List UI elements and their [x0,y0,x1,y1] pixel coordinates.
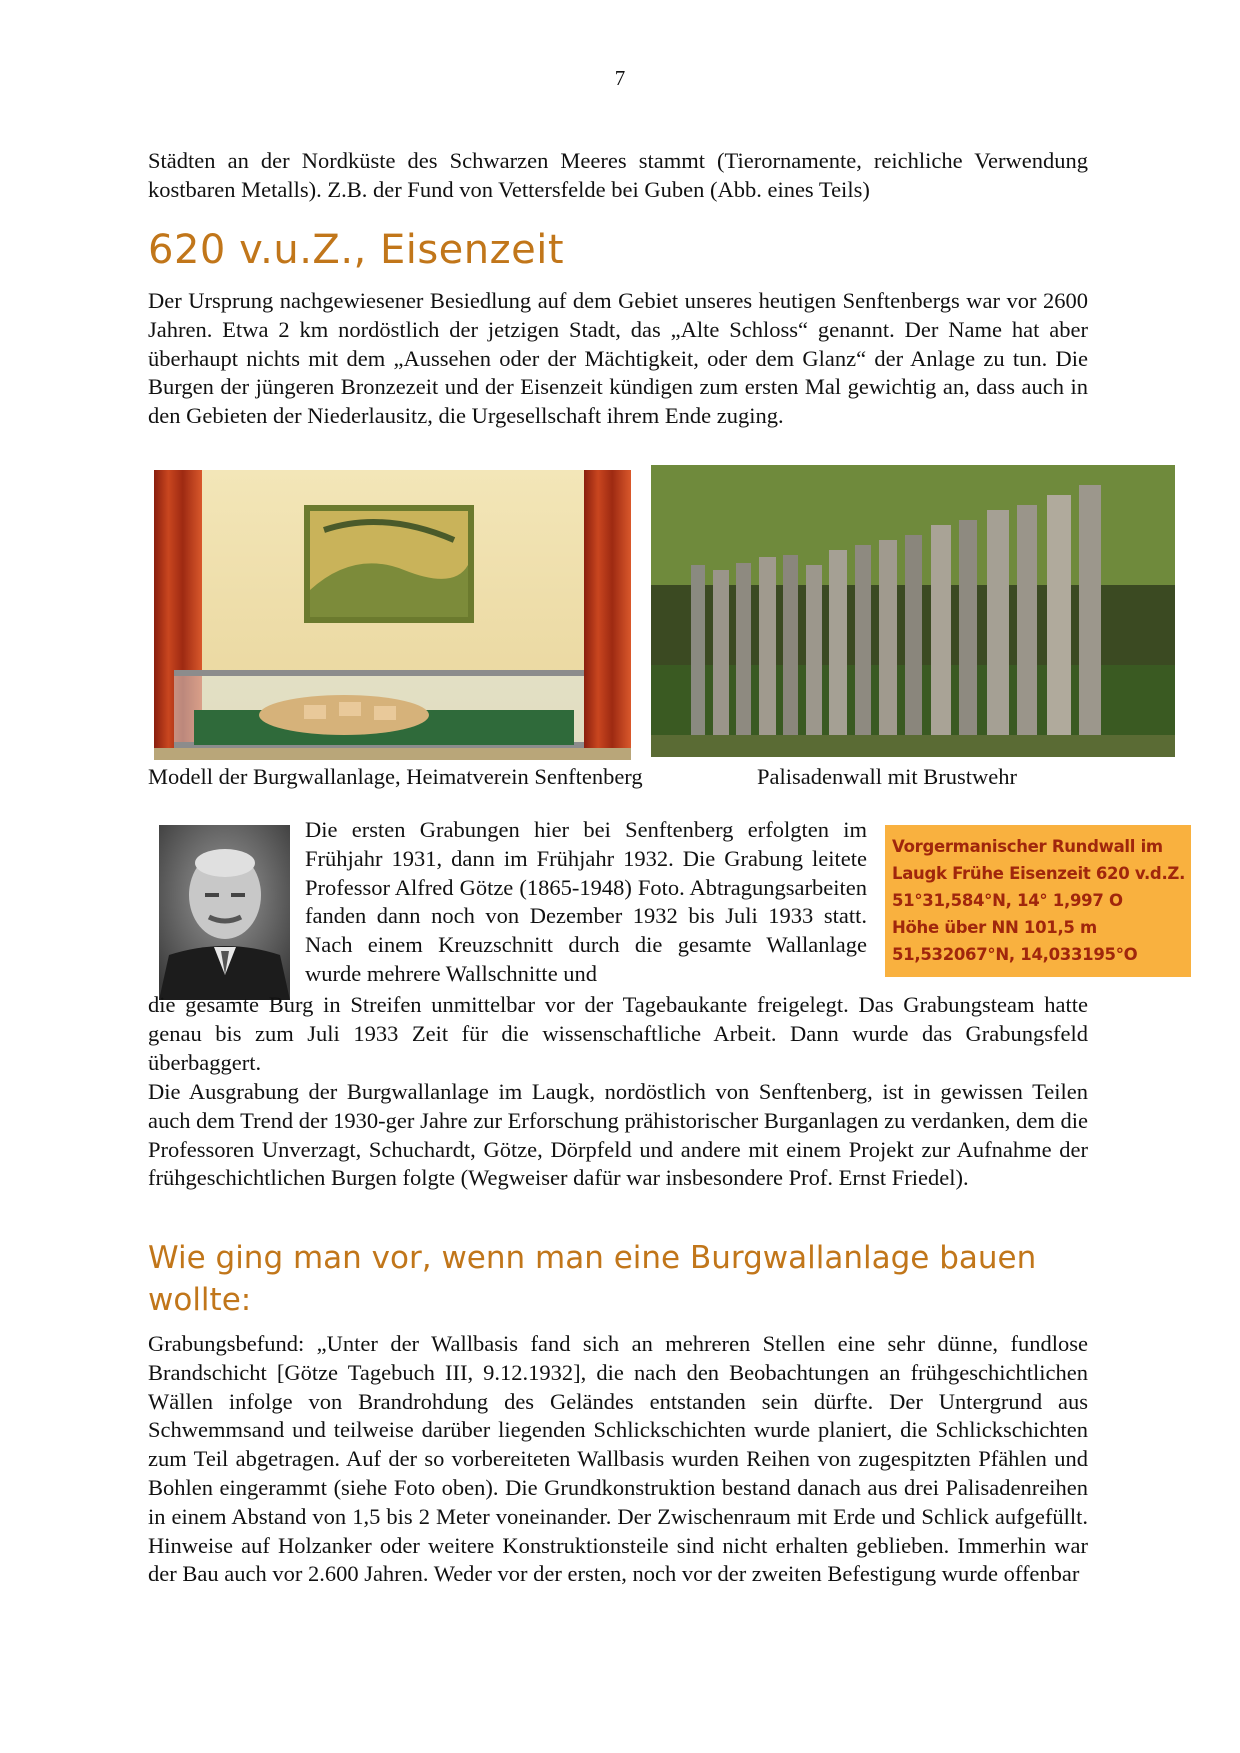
page-number: 7 [614,66,626,90]
intro-paragraph: Städten an der Nordküste des Schwarzen Meeres stammt (Tierornamente, reichliche Verwendung kostbaren Metalls). Z.B. der Fund von Vettersfelde bei Guben (Abb. eines Teils) [148,148,1088,202]
portrait-image [159,825,290,1000]
section-heading-construction: Wie ging man vor, wenn man eine Burgwallanlage bauen wollte: [148,1240,1037,1318]
excavation-wrapped-paragraph: Die ersten Grabungen hier bei Senftenberg erfolgten im Frühjahr 1931, dann im Frühjahr 1932. Die Grabung leitete Professor Alfred Götze (1865-1948) Foto. Abtragungsarbeiten fanden dann noch von Dezember 1932 bis Juli 1933 statt. Nach einem Kreuzschnitt durch die gesamte Wallanlage wurde mehrere Wallschnitte und [305,817,867,986]
excavation-paragraph-2: Die Ausgrabung der Burgwallanlage im Laugk, nordöstlich von Senftenberg, ist in gewissen Teilen auch dem Trend der 1930-ger Jahre zur Erforschung prähistorischer Burganlagen zu verdanken, dem die Professoren Unverzagt, Schuchardt, Götze, Dörpfeld und andere mit einem Projekt zur Aufnahme der frühgeschichtlichen Burgen folgte (Wegweiser dafür war insbesondere Prof. Ernst Friedel). [148,1079,1088,1191]
infobox-line-2: Laugk Frühe Eisenzeit 620 v.d.Z. [892,864,1186,883]
section-heading-iron-age: 620 v.u.Z., Eisenzeit [148,227,565,273]
infobox-line-3: 51°31,584°N, 14° 1,997 O [892,891,1123,910]
palisade-photo [651,465,1175,757]
infobox-line-4: Höhe über NN 101,5 m [892,918,1097,937]
location-infobox [885,825,1191,977]
section-paragraph-findings: Grabungsbefund: „Unter der Wallbasis fand sich an mehreren Stellen eine sehr dünne, fundlose Brandschicht [Götze Tagebuch III, 9.12.1932], die nach den Beobachtungen an frühgeschichtlichen Wällen infolge von Brandrohdung des Geländes entstanden sein dürfte. Der Untergrund aus Schwemmsand und teilweise darüber liegenden Schlickschichten wurde planiert, die Schlickschichten zum Teil abgetragen. Auf der so vorbereiteten Wallbasis wurden Reihen von zugespitzten Pfählen und Bohlen eingerammt (siehe Foto oben). Die Grundkonstruktion bestand danach aus drei Palisadenreihen in einem Abstand von 1,5 bis 2 Meter voneinander. Der Zwischenraum mit Erde und Schlick aufgefüllt. Hinweise auf Holzanker oder weitere Konstruktionsteile sind nicht erhalten geblieben. Immerhin war der Bau auch vor 2.600 Jahren. Weder vor der ersten, noch vor der zweiten Befestigung wurde offenbar [148,1331,1088,1587]
portrait-photo [159,825,290,1000]
infobox-line-5: 51,532067°N, 14,033195°O [892,945,1138,964]
excavation-continued-paragraph: die gesamte Burg in Streifen unmittelbar vor der Tagebaukante freigelegt. Das Grabungsteam hatte genau bis zum Juli 1933 Zeit für die wissenschaftliche Arbeit. Dann wurde das Grabungsfeld überbaggert. [148,992,1088,1075]
museum-model-image [154,470,631,760]
infobox-line-1: Vorgermanischer Rundwall im [892,837,1163,856]
caption-palisade: Palisadenwall mit Brustwehr [757,764,1017,789]
section-paragraph-origin: Der Ursprung nachgewiesener Besiedlung auf dem Gebiet unseres heutigen Senftenbergs war vor 2600 Jahren. Etwa 2 km nordöstlich der jetzigen Stadt, das „Alte Schloss“ genannt. Der Name hat aber überhaupt nichts mit dem „Aussehen oder der Mächtigkeit, oder dem Glanz“ der Anlage zu tun. Die Burgen der jüngeren Bronzezeit und der Eisenzeit kündigen zum ersten Mal gewichtig an, dass auch in den Gebieten der Niederlausitz, die Urgesellschaft ihrem Ende zuging. [148,288,1088,429]
caption-museum-model: Modell der Burgwallanlage, Heimatverein Senftenberg [148,764,643,789]
palisade-image [651,465,1175,757]
museum-model-photo [154,470,631,760]
